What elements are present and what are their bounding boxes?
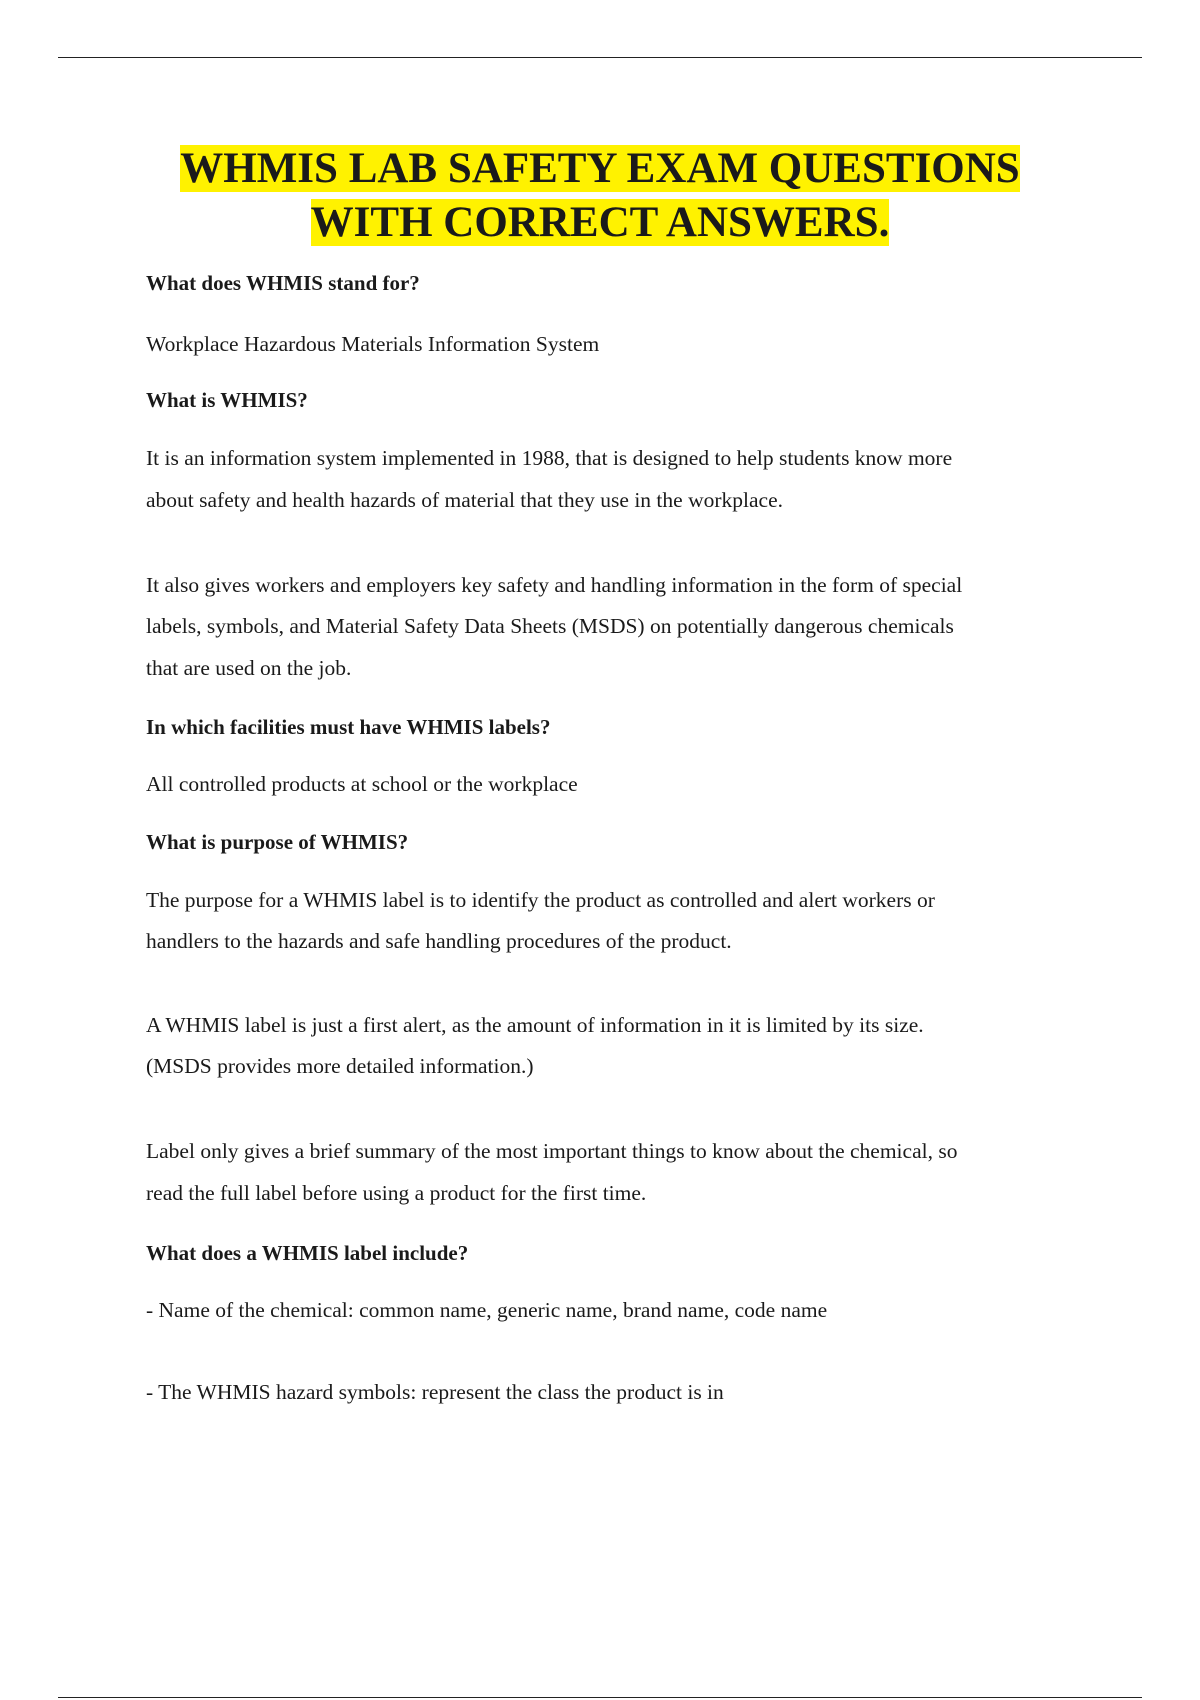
top-rule <box>58 57 1142 58</box>
answer-line: Label only gives a brief summary of the most important things to know about the chemical, so <box>146 1139 958 1163</box>
document-title <box>0 142 1200 250</box>
answer-line: read the full label before using a product for the first time. <box>146 1181 647 1205</box>
answer-line: that are used on the job. <box>146 656 352 680</box>
bottom-rule <box>58 1697 1142 1698</box>
answer-line: It is an information system implemented in 1988, that is designed to help students know more <box>146 446 953 470</box>
answer-line: Workplace Hazardous Materials Information System <box>146 332 600 356</box>
title-line-1: WHMIS LAB SAFETY EXAM QUESTIONS <box>180 145 1020 192</box>
answer-line: labels, symbols, and Material Safety Data Sheets (MSDS) on potentially dangerous chemicals <box>146 614 954 638</box>
answer-line: The purpose for a WHMIS label is to identify the product as controlled and alert workers or <box>146 888 935 912</box>
answer-line: It also gives workers and employers key safety and handling information in the form of special <box>146 573 963 597</box>
answer-line: - Name of the chemical: common name, generic name, brand name, code name <box>146 1298 828 1322</box>
question-heading: What is WHMIS? <box>146 388 308 412</box>
answer-line: (MSDS provides more detailed information.) <box>146 1054 534 1078</box>
question-heading: What does a WHMIS label include? <box>146 1241 469 1265</box>
question-heading: What is purpose of WHMIS? <box>146 830 409 854</box>
answer-line: A WHMIS label is just a first alert, as the amount of information in it is limited by its size. <box>146 1013 924 1037</box>
answer-line: - The WHMIS hazard symbols: represent the class the product is in <box>146 1380 724 1404</box>
question-heading: What does WHMIS stand for? <box>146 271 420 295</box>
answer-line: All controlled products at school or the workplace <box>146 772 578 796</box>
title-line-2: WITH CORRECT ANSWERS. <box>310 199 890 246</box>
answer-line: about safety and health hazards of material that they use in the workplace. <box>146 488 783 512</box>
answer-line: handlers to the hazards and safe handling procedures of the product. <box>146 929 732 953</box>
question-heading: In which facilities must have WHMIS labels? <box>146 715 551 739</box>
